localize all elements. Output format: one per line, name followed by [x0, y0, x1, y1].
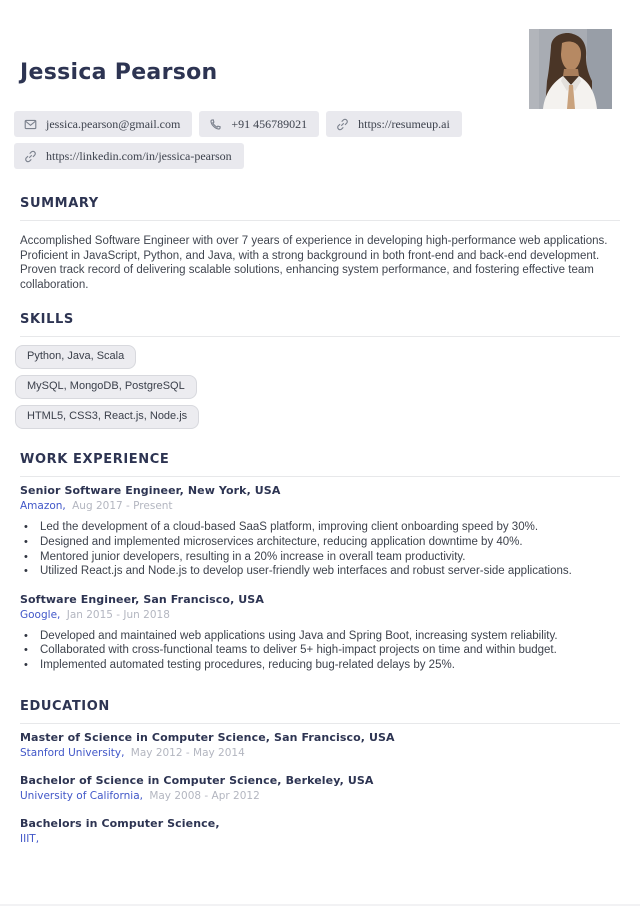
- candidate-name: Jessica Pearson: [20, 60, 218, 85]
- job-role: Software Engineer,: [20, 592, 140, 606]
- linkedin-text: https://linkedin.com/in/jessica-pearson: [46, 149, 232, 163]
- work-experience-section: [20, 452, 620, 672]
- education-dates: May 2008 - Apr 2012: [149, 789, 260, 802]
- job-bullet-text: Utilized React.js and Node.js to develop user-friendly web interfaces and robust server-side applications.: [40, 565, 572, 578]
- education-entry: [20, 817, 620, 845]
- job-dates: Aug 2017 - Present: [72, 500, 173, 513]
- job-entry: [20, 593, 620, 673]
- job-bullet-text: Implemented automated testing procedures, reducing bug-related delays by 25%.: [40, 658, 455, 671]
- phone-icon: [209, 118, 222, 131]
- degree-location: Berkeley, USA: [285, 773, 374, 787]
- profile-photo: [529, 29, 612, 109]
- bullet-dot: •: [24, 629, 28, 642]
- skill-chip: HTML5, CSS3, React.js, Node.js: [15, 405, 199, 429]
- phone-text: +91 456789021: [231, 117, 308, 131]
- email-icon: [24, 118, 37, 131]
- link-icon: [24, 150, 37, 163]
- bullet-dot: •: [24, 521, 28, 534]
- job-bullet-text: Led the development of a cloud-based SaaS platform, improving client onboarding speed by 30%.: [40, 521, 539, 534]
- email-text: jessica.pearson@gmail.com: [46, 117, 181, 131]
- job-title-line: [20, 593, 620, 606]
- job-bullet: [20, 520, 620, 535]
- education-dates: May 2012 - May 2014: [130, 746, 245, 759]
- education-entry: [20, 774, 620, 802]
- degree-name: Bachelor of Science in Computer Science,: [20, 773, 282, 787]
- degree-line: [20, 817, 620, 830]
- job-sub-line: [20, 609, 620, 621]
- job-bullet: [20, 643, 620, 658]
- school-line: [20, 747, 620, 759]
- school-name: University of California,: [20, 789, 143, 802]
- skill-chip: MySQL, MongoDB, PostgreSQL: [15, 375, 197, 399]
- degree-line: [20, 731, 620, 744]
- education-section: [20, 699, 620, 845]
- bullet-dot: •: [24, 644, 28, 657]
- school-name: Stanford University,: [20, 746, 125, 759]
- job-bullet-text: Developed and maintained web applications using Java and Spring Boot, increasing system reliability.: [40, 629, 558, 642]
- section-divider: [20, 336, 620, 337]
- job-bullet: [20, 564, 620, 579]
- website-text: https://resumeup.ai: [358, 117, 450, 131]
- skills-title: SKILLS: [20, 312, 74, 328]
- bullet-dot: •: [24, 535, 28, 548]
- job-bullet-text: Designed and implemented microservices architecture, reducing application downtime by 40%.: [40, 535, 523, 548]
- job-bullet: [20, 658, 620, 673]
- phone-chip[interactable]: [199, 111, 319, 137]
- job-sub-line: [20, 500, 620, 512]
- email-chip[interactable]: [14, 111, 192, 137]
- job-bullet: [20, 550, 620, 565]
- summary-text: Accomplished Software Engineer with over 7 years of experience in developing high-performance web applications. Proficient in JavaScript, Python, and Java, with a strong background in both front-end and back-end development. Proven track record of delivering scalable solutions, enhancing system performance, and fostering effective team collaboration.: [20, 235, 608, 291]
- job-title-line: [20, 484, 620, 497]
- bullet-dot: •: [24, 550, 28, 563]
- section-divider: [20, 220, 620, 221]
- job-company: Google,: [20, 608, 61, 621]
- linkedin-chip[interactable]: [14, 143, 244, 169]
- degree-name: Master of Science in Computer Science,: [20, 730, 271, 744]
- job-bullet-text: Mentored junior developers, resulting in a 20% increase in overall team productivity.: [40, 550, 466, 563]
- work-experience-title: WORK EXPERIENCE: [20, 452, 170, 468]
- skill-list: [15, 345, 620, 429]
- job-location: New York, USA: [187, 484, 281, 498]
- job-role: Senior Software Engineer,: [20, 484, 184, 498]
- degree-line: [20, 774, 620, 787]
- job-bullet-text: Collaborated with cross-functional teams to deliver 5+ high-impact projects on time and within budget.: [40, 644, 557, 657]
- summary-title: SUMMARY: [20, 196, 99, 211]
- skill-chip: Python, Java, Scala: [15, 345, 136, 369]
- job-entry: [20, 484, 620, 578]
- job-bullet: [20, 629, 620, 644]
- link-icon: [336, 118, 349, 131]
- job-dates: Jan 2015 - Jun 2018: [66, 608, 170, 621]
- skills-section: [20, 312, 620, 429]
- bullet-dot: •: [24, 565, 28, 578]
- summary-section: [20, 196, 620, 292]
- job-bullet-list: [20, 520, 620, 578]
- degree-name: Bachelors in Computer Science,: [20, 816, 220, 830]
- degree-location: San Francisco, USA: [274, 730, 395, 744]
- school-line: [20, 833, 620, 845]
- education-entry: [20, 731, 620, 759]
- school-line: [20, 790, 620, 802]
- job-location: San Francisco, USA: [143, 592, 264, 606]
- job-company: Amazon,: [20, 500, 66, 513]
- contact-list: [14, 111, 494, 169]
- section-divider: [20, 476, 620, 477]
- website-chip[interactable]: [326, 111, 462, 137]
- education-title: EDUCATION: [20, 698, 110, 714]
- job-bullet-list: [20, 629, 620, 673]
- school-name: IIIT,: [20, 832, 40, 845]
- section-divider: [20, 723, 620, 724]
- bullet-dot: •: [24, 658, 28, 671]
- job-bullet: [20, 535, 620, 550]
